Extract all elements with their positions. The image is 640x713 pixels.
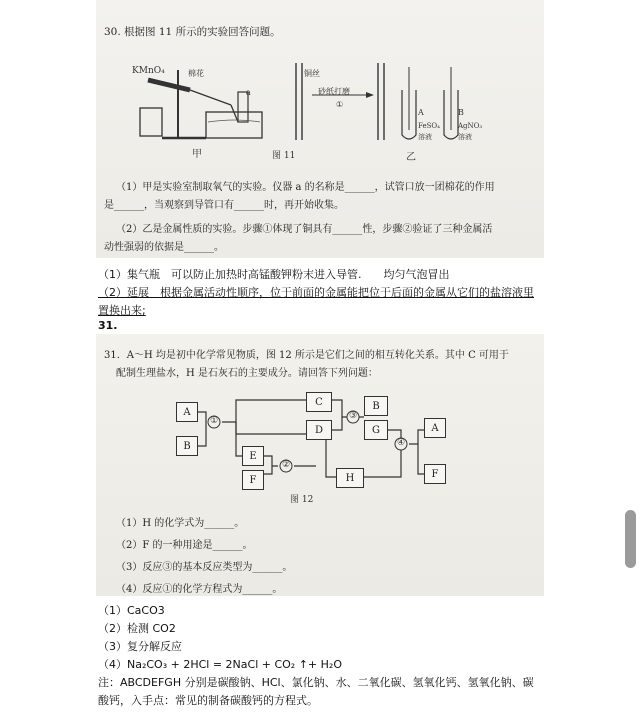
node-g: G: [364, 420, 388, 440]
node-b-right: B: [364, 396, 388, 416]
node-b-left: B: [176, 436, 198, 456]
label-kmno4: KMnO₄: [132, 66, 165, 76]
label-a: a: [246, 88, 251, 97]
label-step1: ①: [336, 100, 344, 109]
q30-sub1-line2: 是______，当观察到导管口有______时，再开始收集。: [104, 200, 344, 211]
q31-stem-line1: 31．A～H 均是初中化学常见物质，图 12 所示是它们之间的相互转化关系。其中 C 可用于: [104, 350, 509, 361]
label-tube-a: A: [418, 108, 424, 117]
node-h: H: [336, 468, 364, 488]
step-3-marker: ③: [349, 411, 358, 421]
q30-answer-2-line1: （2）延展 根据金属活动性顺序，位于前面的金属能把位于后面的金属从它们的盐溶液里: [98, 286, 534, 299]
label-feso4: FeSO₄: [418, 122, 440, 130]
label-cotton: 棉花: [188, 69, 204, 78]
label-yi: 乙: [406, 152, 416, 163]
apparatus-jia-diagram: [126, 50, 306, 150]
question-30-scan: [96, 0, 544, 258]
node-f-left: F: [242, 470, 264, 490]
q31-answer-2: （2）检测 CO2: [98, 622, 176, 635]
q30-answer-1: （1）集气瓶 可以防止加热时高锰酸钾粉末进入导管. 均匀气泡冒出: [98, 268, 450, 281]
step-2-marker: ②: [282, 460, 291, 470]
label-polish: 砂纸打磨: [318, 87, 350, 96]
step-4-marker: ④: [397, 438, 406, 448]
label-agno3: AgNO₃: [458, 122, 483, 130]
reaction-diagram-connectors: [96, 334, 544, 504]
q30-sub2-line2: 动性强弱的依据是______。: [104, 242, 224, 253]
q31-sub3: （3）反应③的基本反应类型为______。: [116, 562, 293, 573]
label-jia: 甲: [192, 149, 202, 160]
node-a-right: A: [424, 418, 446, 438]
figure-11-caption: 图 11: [272, 151, 296, 161]
figure-12-caption: 图 12: [290, 495, 314, 505]
node-d: D: [306, 420, 332, 440]
question-31-scan: [96, 334, 544, 596]
vertical-scrollbar[interactable]: [625, 510, 636, 568]
q30-answer-2-line2: 置换出来;: [98, 304, 146, 317]
label-copper-wire: 铜丝: [304, 69, 320, 78]
label-feso4-sol: 溶液: [418, 133, 432, 141]
q31-sub2: （2）F 的一种用途是______。: [116, 540, 253, 551]
q30-stem: 30. 根据图 11 所示的实验回答问题。: [104, 26, 281, 38]
node-f-right: F: [424, 464, 446, 484]
label-agno3-sol: 溶液: [458, 133, 472, 141]
note-line-1: 注：ABCDEFGH 分别是碳酸钠、HCl、氯化钠、水、二氧化碳、氢氧化钙、氢氧化钠、碳: [98, 676, 534, 689]
node-e: E: [242, 446, 264, 466]
node-a-left: A: [176, 402, 198, 422]
label-tube-b: B: [458, 108, 464, 117]
q31-sub1: （1）H 的化学式为______。: [116, 518, 245, 529]
q31-answer-3: （3）复分解反应: [98, 640, 182, 653]
node-c: C: [306, 392, 332, 412]
q31-answer-1: （1）CaCO3: [98, 604, 165, 617]
q31-sub4: （4）反应①的化学方程式为______。: [116, 584, 283, 595]
q30-sub2-line1: （2）乙是金属性质的实验。步骤①体现了铜具有______性，步骤②验证了三种金属活: [116, 224, 493, 235]
q31-header: 31.: [98, 319, 118, 332]
step-1-marker: ①: [210, 416, 219, 426]
q30-sub1-line1: （1）甲是实验室制取氧气的实验。仪器 a 的名称是______，试管口放一团棉花的作用: [116, 182, 495, 193]
note-line-2: 酸钙，入手点：常见的制备碳酸钙的方程式。: [98, 694, 318, 707]
q31-answer-4: （4）Na₂CO₃ + 2HCl = 2NaCl + CO₂ ↑+ H₂O: [98, 658, 342, 671]
q31-stem-line2: 配制生理盐水，H 是石灰石的主要成分。请回答下列问题：: [116, 368, 378, 379]
